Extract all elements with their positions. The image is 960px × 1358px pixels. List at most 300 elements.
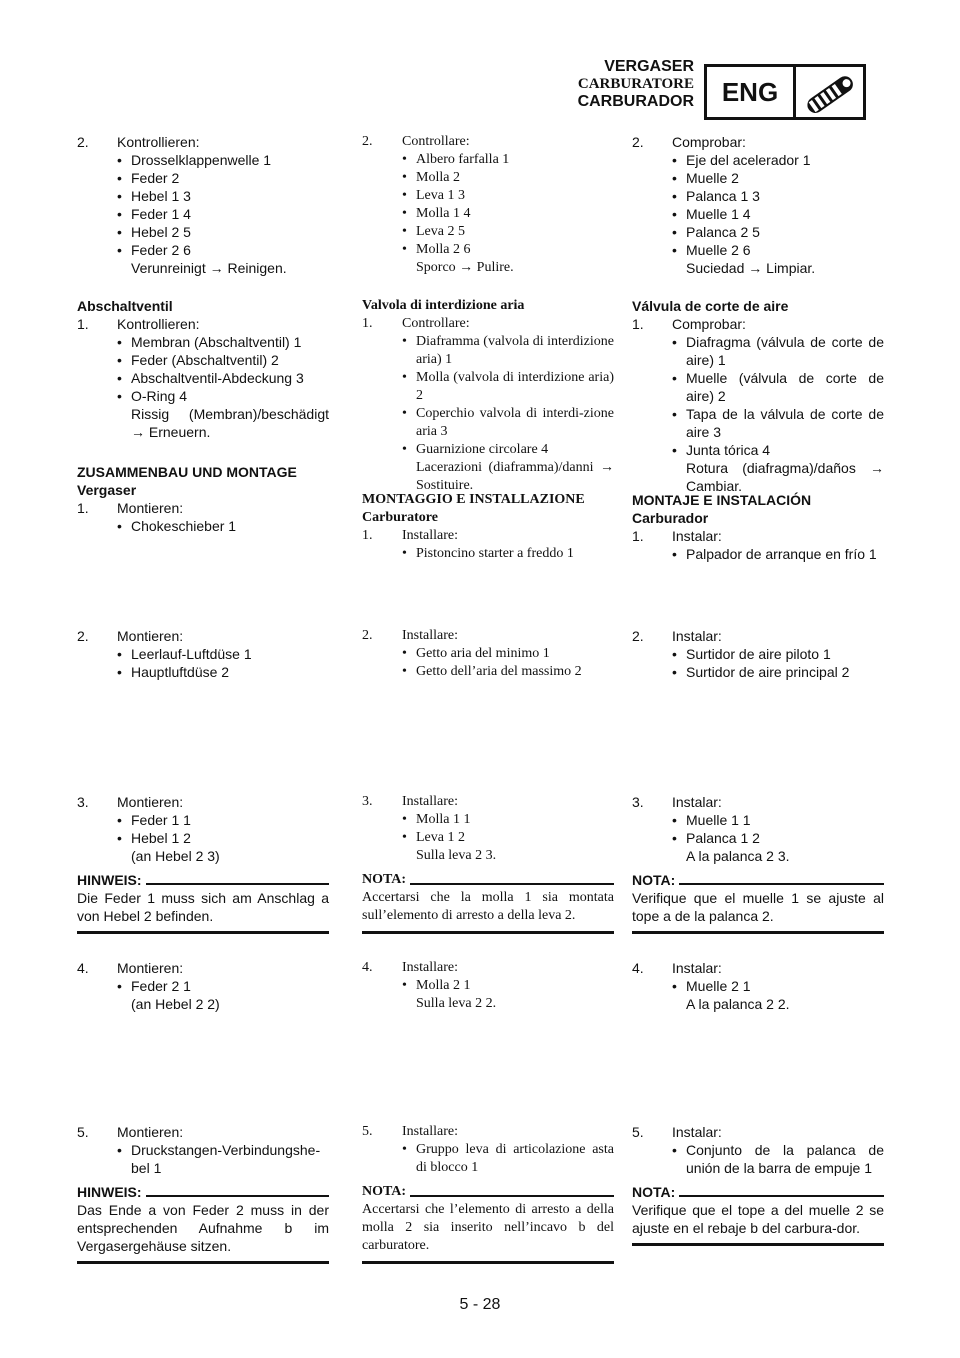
- note-rule: [410, 1195, 614, 1197]
- carburetor-icon: [797, 69, 861, 117]
- list-item: [402, 187, 614, 205]
- s6-block: [632, 959, 884, 1013]
- step-title: Montieren:: [117, 500, 184, 516]
- list-item: [117, 663, 329, 681]
- list-item: [402, 441, 614, 459]
- list-item: [672, 151, 884, 169]
- list-item-text: Gruppo leva di articolazione asta di blocco 1: [416, 1142, 614, 1175]
- s3-block: [632, 491, 884, 563]
- list-item-text: Junta tórica 4: [686, 442, 771, 458]
- eng-badge: [704, 64, 866, 120]
- step-line: [632, 133, 884, 151]
- step-number: 5.: [77, 1124, 89, 1140]
- bullet: •: [672, 224, 677, 240]
- step-items: [117, 645, 329, 681]
- bullet: •: [672, 646, 677, 662]
- step-number: 2.: [362, 628, 373, 643]
- list-item-text: Palanca 1 2: [686, 830, 760, 846]
- step-title: Installare:: [402, 628, 458, 643]
- note-rule: [679, 1195, 884, 1197]
- list-item: [672, 645, 884, 663]
- bullet: •: [402, 170, 407, 185]
- step-title: Montieren:: [117, 1124, 184, 1140]
- bullet: •: [672, 830, 677, 846]
- list-item: [672, 1141, 884, 1177]
- step-result: Lacerazioni (diaframma)/danni → Sostituire.: [416, 460, 614, 493]
- list-item-text: Diafragma (válvula de corte de aire) 1: [686, 334, 884, 368]
- step-result: A la palanca 2 2.: [686, 996, 790, 1012]
- step-line: [632, 527, 884, 545]
- bullet: •: [117, 518, 122, 534]
- step-result: Sulla leva 2 3.: [416, 848, 497, 863]
- list-item-text: Druckstangen-Verbindungshe-bel 1: [131, 1142, 321, 1176]
- step-items: [117, 333, 329, 441]
- list-item: [402, 405, 614, 441]
- note2-box: [632, 1183, 884, 1246]
- note-text: Verifique que el muelle 1 se ajuste al tope a de la palanca 2.: [632, 890, 884, 924]
- step-items: [402, 645, 614, 681]
- list-item-text: Leerlauf-Luftdüse 1: [131, 646, 252, 662]
- step-line: [77, 315, 329, 333]
- bullet: •: [117, 370, 122, 386]
- step-items: [672, 333, 884, 495]
- list-item-text: Feder 1 1: [131, 812, 191, 828]
- list-item-text: Tapa de la válvula de corte de aire 3: [686, 406, 884, 440]
- step-number: 1.: [632, 316, 644, 332]
- bullet: •: [117, 188, 122, 204]
- header-title-de: VERGASER: [604, 58, 694, 75]
- bullet: •: [402, 188, 407, 203]
- bullet: •: [402, 334, 407, 349]
- list-item: [672, 405, 884, 441]
- list-item: [117, 387, 329, 405]
- list-item-text: Palanca 1 3: [686, 188, 760, 204]
- list-item-text: Chokeschieber 1: [131, 518, 237, 534]
- header-titles: [578, 58, 694, 111]
- step-number: 2.: [362, 134, 373, 149]
- list-item: [672, 187, 884, 205]
- s5-block: [632, 793, 884, 865]
- list-item: [672, 333, 884, 369]
- step-items: [672, 811, 884, 865]
- list-item: [672, 223, 884, 241]
- bullet: •: [117, 152, 122, 168]
- s7-block: [362, 1123, 614, 1177]
- bullet: •: [402, 830, 407, 845]
- list-item: [402, 545, 614, 563]
- note-label: NOTA:: [362, 1184, 407, 1199]
- bullet: •: [402, 370, 407, 385]
- step-items: [402, 545, 614, 563]
- list-item-text: Hebel 1 3: [131, 188, 191, 204]
- note-rule: [146, 883, 329, 885]
- bullet: •: [402, 812, 407, 827]
- step-line: [362, 793, 614, 811]
- step-title: Montieren:: [117, 628, 184, 644]
- page-number: 5 - 28: [459, 1296, 501, 1313]
- step-title: Instalar:: [672, 1124, 722, 1140]
- note-end-rule: [362, 931, 614, 934]
- bullet: •: [117, 242, 122, 258]
- list-item-text: Feder 2 1: [131, 978, 191, 994]
- list-item: [672, 441, 884, 459]
- bullet: •: [402, 646, 407, 661]
- note-label: NOTA:: [632, 872, 676, 888]
- note-end-rule: [632, 1243, 884, 1246]
- note-label: HINWEIS:: [77, 1184, 142, 1200]
- bullet: •: [672, 152, 677, 168]
- step-items: [672, 151, 884, 277]
- note1-box: [632, 871, 884, 934]
- note2-box: [362, 1183, 614, 1264]
- note-end-rule: [77, 1261, 329, 1264]
- list-item-text: Leva 1 2: [416, 830, 465, 845]
- list-item: [117, 151, 329, 169]
- note-text: Verifique que el tope a del muelle 2 se ajuste en el rebaje b del carbura-dor.: [632, 1202, 884, 1236]
- list-item-text: Abschaltventil-Abdeckung 3: [131, 370, 304, 386]
- list-item: [672, 811, 884, 829]
- step-title: Installare:: [402, 528, 458, 543]
- s3-block: [362, 491, 614, 563]
- list-item: [402, 169, 614, 187]
- step-title: Installare:: [402, 794, 458, 809]
- list-item: [402, 205, 614, 223]
- list-item-text: Hebel 2 5: [131, 224, 191, 240]
- list-item: [402, 977, 614, 995]
- list-item-text: Hebel 1 2: [131, 830, 191, 846]
- list-item-text: Surtidor de aire principal 2: [686, 664, 850, 680]
- list-item: [402, 829, 614, 847]
- step-title: Montieren:: [117, 794, 184, 810]
- list-item: [117, 351, 329, 369]
- list-item: [117, 517, 329, 535]
- step-items: [402, 977, 614, 1013]
- step-items: [402, 1141, 614, 1177]
- bullet: •: [117, 334, 122, 350]
- step-items: [402, 333, 614, 495]
- note-end-rule: [632, 931, 884, 934]
- bullet: •: [117, 170, 122, 186]
- bullet: •: [402, 406, 407, 421]
- section-subheading: Carburatore: [362, 510, 438, 525]
- bullet: •: [117, 352, 122, 368]
- s7-block: [77, 1123, 329, 1177]
- bullet: •: [402, 152, 407, 167]
- step-number: 4.: [77, 960, 89, 976]
- step-items: [402, 811, 614, 865]
- list-item-text: Molla 1 1: [416, 812, 471, 827]
- list-item: [672, 241, 884, 259]
- bullet: •: [672, 442, 677, 458]
- bullet: •: [672, 664, 677, 680]
- step-items: [117, 151, 329, 277]
- note-header: [77, 871, 329, 889]
- list-item-text: Molla 2 6: [416, 242, 471, 257]
- list-item-text: Membran (Abschaltventil) 1: [131, 334, 302, 350]
- note-rule: [679, 883, 884, 885]
- step-line: [362, 315, 614, 333]
- list-item: [117, 1141, 329, 1177]
- step-line: [77, 499, 329, 517]
- bullet: •: [117, 646, 122, 662]
- step-result: Rotura (diafragma)/daños → Cambiar.: [686, 460, 884, 494]
- bullet: •: [672, 188, 677, 204]
- list-item-text: Pistoncino starter a freddo 1: [416, 546, 574, 561]
- bullet: •: [117, 978, 122, 994]
- step-number: 1.: [362, 316, 373, 331]
- section-subheading: Carburador: [632, 510, 709, 526]
- step-title: Montieren:: [117, 960, 184, 976]
- bullet: •: [672, 546, 677, 562]
- list-item: [402, 663, 614, 681]
- step-title: Installare:: [402, 960, 458, 975]
- section-subheading: Vergaser: [77, 482, 137, 498]
- step-number: 5.: [362, 1124, 373, 1139]
- step-number: 3.: [77, 794, 89, 810]
- step-number: 4.: [632, 960, 644, 976]
- step-title: Controllare:: [402, 134, 470, 149]
- list-item: [117, 645, 329, 663]
- s4-block: [77, 627, 329, 681]
- step-line: [77, 959, 329, 977]
- list-item: [117, 977, 329, 995]
- list-item: [117, 333, 329, 351]
- step-number: 1.: [632, 528, 644, 544]
- step-line: [77, 1123, 329, 1141]
- list-item: [672, 369, 884, 405]
- step-line: [362, 527, 614, 545]
- s3-block: [77, 463, 329, 535]
- step-number: 2.: [77, 628, 89, 644]
- list-item-text: Feder 2 6: [131, 242, 191, 258]
- list-item-text: Palpador de arranque en frío 1: [686, 546, 877, 562]
- step-items: [117, 811, 329, 865]
- s6-block: [77, 959, 329, 1013]
- step-title: Kontrollieren:: [117, 316, 200, 332]
- step-items: [672, 977, 884, 1013]
- step-items: [402, 151, 614, 277]
- section-heading: Abschaltventil: [77, 298, 173, 314]
- list-item-text: Diaframma (valvola di interdizione aria) 1: [416, 334, 614, 367]
- note-header: [77, 1183, 329, 1201]
- step-line: [362, 627, 614, 645]
- list-item: [672, 829, 884, 847]
- list-item-text: Surtidor de aire piloto 1: [686, 646, 831, 662]
- bullet: •: [672, 170, 677, 186]
- step-line: [77, 627, 329, 645]
- note-label: HINWEIS:: [77, 872, 142, 888]
- bullet: •: [117, 388, 122, 404]
- list-item: [117, 811, 329, 829]
- step-number: 3.: [362, 794, 373, 809]
- bullet: •: [672, 242, 677, 258]
- list-item: [402, 645, 614, 663]
- step-title: Instalar:: [672, 960, 722, 976]
- note-header: [632, 1183, 884, 1201]
- bullet: •: [117, 206, 122, 222]
- list-item-text: Albero farfalla 1: [416, 152, 510, 167]
- step-title: Instalar:: [672, 628, 722, 644]
- bullet: •: [672, 334, 677, 350]
- s6-block: [362, 959, 614, 1013]
- step-result: (an Hebel 2 3): [131, 848, 220, 864]
- list-item-text: Leva 2 5: [416, 224, 465, 239]
- step-items: [117, 1141, 329, 1177]
- s7-block: [632, 1123, 884, 1177]
- list-item: [402, 223, 614, 241]
- bullet: •: [402, 242, 407, 257]
- step-result: Suciedad → Limpiar.: [686, 260, 816, 276]
- step-line: [632, 959, 884, 977]
- section-heading: ZUSAMMENBAU UND MONTAGE: [77, 464, 297, 480]
- step-result: (an Hebel 2 2): [131, 996, 220, 1012]
- note-header: [362, 1183, 614, 1201]
- list-item-text: Molla 2 1: [416, 978, 471, 993]
- eng-label: ENG: [707, 67, 796, 117]
- bullet: •: [672, 1142, 677, 1158]
- step-result: Sporco → Pulire.: [416, 260, 514, 275]
- bullet: •: [402, 978, 407, 993]
- step-line: [77, 793, 329, 811]
- step-result: Rissig (Membran)/beschädigt → Erneuern.: [131, 406, 329, 440]
- step-line: [362, 133, 614, 151]
- bullet: •: [402, 442, 407, 457]
- s2-block: [77, 297, 329, 441]
- bullet: •: [672, 370, 677, 386]
- list-item: [402, 151, 614, 169]
- section-heading: Válvula de corte de aire: [632, 298, 789, 314]
- note-text: Accertarsi che la molla 1 sia montata sull’elemento di arresto a della leva 2.: [362, 890, 614, 923]
- step-title: Instalar:: [672, 528, 722, 544]
- list-item-text: Coperchio valvola di interdi-zione aria 3: [416, 406, 614, 439]
- list-item-text: Molla (valvola di interdizione aria) 2: [416, 370, 614, 403]
- bullet: •: [672, 812, 677, 828]
- list-item: [402, 369, 614, 405]
- note1-box: [77, 871, 329, 934]
- step-number: 1.: [77, 500, 89, 516]
- list-item-text: Muelle 1 1: [686, 812, 751, 828]
- list-item-text: Molla 2: [416, 170, 460, 185]
- list-item-text: Leva 1 3: [416, 188, 465, 203]
- section-heading: Valvola di interdizione aria: [362, 298, 525, 313]
- step-number: 1.: [362, 528, 373, 543]
- list-item: [117, 205, 329, 223]
- s4-block: [632, 627, 884, 681]
- note-end-rule: [77, 931, 329, 934]
- list-item-text: Muelle 2 1: [686, 978, 751, 994]
- header-title-es: CARBURADOR: [577, 93, 694, 110]
- step-number: 2.: [632, 628, 644, 644]
- list-item-text: Getto aria del minimo 1: [416, 646, 550, 661]
- list-item: [117, 829, 329, 847]
- list-item-text: Feder 2: [131, 170, 180, 186]
- bullet: •: [402, 206, 407, 221]
- note-rule: [146, 1195, 329, 1197]
- s2-block: [362, 297, 614, 495]
- list-item-text: Hauptluftdüse 2: [131, 664, 230, 680]
- list-item-text: Feder (Abschaltventil) 2: [131, 352, 279, 368]
- note-label: NOTA:: [362, 872, 407, 887]
- list-item-text: Guarnizione circolare 4: [416, 442, 549, 457]
- step-title: Comprobar:: [672, 316, 746, 332]
- step-number: 5.: [632, 1124, 644, 1140]
- step-result: Verunreinigt → Reinigen.: [131, 260, 287, 276]
- note-label: NOTA:: [632, 1184, 676, 1200]
- list-item-text: Getto dell’aria del massimo 2: [416, 664, 582, 679]
- list-item: [117, 187, 329, 205]
- step-items: [117, 517, 329, 535]
- note2-box: [77, 1183, 329, 1264]
- list-item-text: Muelle 1 4: [686, 206, 751, 222]
- bullet: •: [402, 224, 407, 239]
- step-number: 4.: [362, 960, 373, 975]
- s2-block: [632, 297, 884, 495]
- step-line: [77, 133, 329, 151]
- step-title: Kontrollieren:: [117, 134, 200, 150]
- s4-block: [362, 627, 614, 681]
- bullet: •: [672, 406, 677, 422]
- bullet: •: [117, 224, 122, 240]
- step-result: Sulla leva 2 2.: [416, 996, 497, 1011]
- step-line: [362, 959, 614, 977]
- step-items: [672, 545, 884, 563]
- step-line: [632, 627, 884, 645]
- bullet: •: [402, 1142, 407, 1157]
- list-item-text: Feder 1 4: [131, 206, 191, 222]
- step-number: 3.: [632, 794, 644, 810]
- list-item: [672, 169, 884, 187]
- list-item: [672, 545, 884, 563]
- step-number: 1.: [77, 316, 89, 332]
- s1-block: [632, 133, 884, 277]
- step-items: [117, 977, 329, 1013]
- step-line: [632, 315, 884, 333]
- note-text: Das Ende a von Feder 2 muss in der entsprechenden Aufnahme b im Vergasergehäuse sitzen.: [77, 1202, 329, 1254]
- bullet: •: [117, 812, 122, 828]
- list-item-text: Eje del acelerador 1: [686, 152, 811, 168]
- step-line: [362, 1123, 614, 1141]
- bullet: •: [117, 664, 122, 680]
- s1-block: [362, 133, 614, 277]
- list-item: [402, 241, 614, 259]
- step-title: Comprobar:: [672, 134, 746, 150]
- list-item: [117, 223, 329, 241]
- list-item: [672, 205, 884, 223]
- bullet: •: [672, 206, 677, 222]
- list-item-text: Muelle (válvula de corte de aire) 2: [686, 370, 884, 404]
- note-text: Accertarsi che l’elemento di arresto a della molla 2 sia inserito nell’incavo b del carburatore.: [362, 1202, 614, 1253]
- s1-block: [77, 133, 329, 277]
- step-number: 2.: [77, 134, 89, 150]
- section-heading: MONTAJE E INSTALACIÓN: [632, 492, 812, 508]
- bullet: •: [402, 664, 407, 679]
- list-item: [402, 333, 614, 369]
- list-item: [117, 241, 329, 259]
- list-item-text: O-Ring 4: [131, 388, 188, 404]
- list-item: [117, 169, 329, 187]
- list-item-text: Molla 1 4: [416, 206, 471, 221]
- note-rule: [410, 883, 614, 885]
- note-text: Die Feder 1 muss sich am Anschlag a von Hebel 2 befinden.: [77, 890, 329, 924]
- bullet: •: [672, 978, 677, 994]
- step-title: Controllare:: [402, 316, 470, 331]
- bullet: •: [117, 830, 122, 846]
- list-item: [402, 1141, 614, 1177]
- note-header: [632, 871, 884, 889]
- header-title-it: CARBURATORE: [577, 76, 694, 92]
- list-item: [117, 369, 329, 387]
- s5-block: [77, 793, 329, 865]
